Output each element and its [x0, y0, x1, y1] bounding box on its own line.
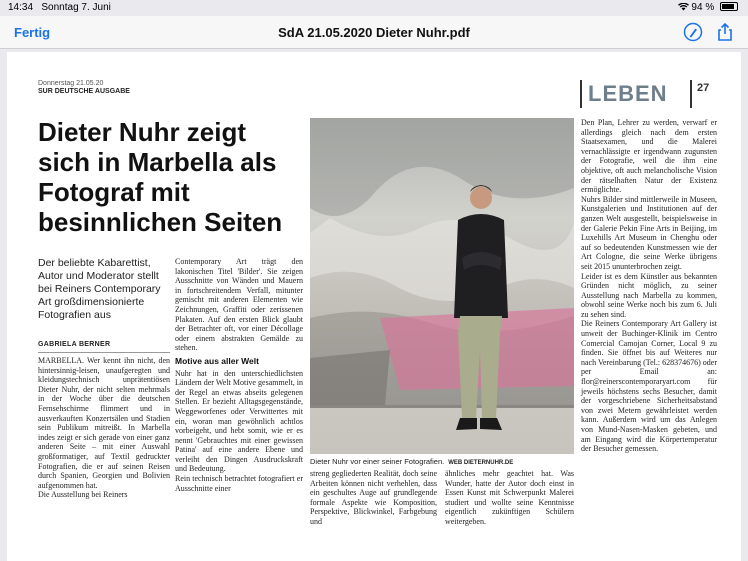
photo-caption: Dieter Nuhr vor einer seiner Fotografien. WEB DIETERNUHR.DE	[310, 457, 514, 466]
column-2-text-a: Contemporary Art trägt den lakonischen Titel 'Bilder'. Sie zeigen Ausschnitte von Wänden und Mauern in fortschreitendem Verfall, mitunter gemischt mit anderen Elementen wie Zeichnungen, Graffiti oder zerissenen Plakaten. Auf den ersten Blick glaubt der Betrachter oft, vor einer Décollage oder einem abstrakten Gemälde zu stehen.	[175, 257, 303, 353]
column-2-text-b: Nuhr hat in den unterschiedlichsten Ländern der Welt Motive gesammelt, in der Regel an etwas abseits gelegenen Stellen. Er bezieht Alltagsgegenstände, Weggeworfenes oder Verwittertes mit ein, woran man gewöhnlich achtlos vorbeigeht, und hebt somit, wie er es nennt 'Gebrauchtes mit einer gewissen Patina' auf eine andere Ebene und verleiht den Dingen Ausdruckskraft und Bedeutung. Rein technisch betrachtet fotografiert er Ausschnitte einer	[175, 368, 303, 493]
status-time: 14:34	[8, 2, 34, 13]
divider	[38, 352, 170, 353]
document-title: SdA 21.05.2020 Dieter Nuhr.pdf	[278, 25, 470, 40]
headline: Dieter Nuhr zeigt sich in Marbella als Fotograf mit besinnlichen Seiten	[38, 117, 283, 237]
deck: Der beliebte Kabarettist, Autor und Moderator stellt bei Reiners Contemporary Art großdimensionierte Fotografien aus	[38, 257, 161, 321]
article-column-2	[175, 257, 303, 493]
markup-pen-icon[interactable]	[683, 22, 703, 42]
byline: GABRIELA BERNER	[38, 341, 111, 348]
wifi-icon	[678, 3, 689, 11]
battery-percent: 94 %	[691, 2, 715, 13]
article-photo	[310, 118, 574, 454]
dateline: Donnerstag 21.05.20	[38, 80, 104, 87]
pdf-page[interactable]	[7, 52, 741, 561]
article-column-3b: ähnliches mehr geachtet hat. Was Wunder, hatte der Autor doch einst in Essen Kunst mit Schwerpunkt Malerei studiert und wollte seine Kenntnisse eigentlich zukünftigen Schülern weitergeben.	[445, 469, 574, 526]
edition: SUR DEUTSCHE AUSGABE	[38, 88, 130, 95]
status-date: Sonntag 7. Juni	[41, 2, 111, 13]
article-meta	[38, 80, 130, 96]
subheading: Motive aus aller Welt	[175, 355, 259, 366]
photo-image	[310, 118, 574, 454]
article-column-3a: streng gegliederten Realität, doch seine Arbeiten können nicht verhehlen, dass ein geschultes Auge auf grundlegende formale Aspekte wie Komposition, Perspektive, Blickwinkel, Farbgebung und	[310, 469, 437, 526]
photo-credit: WEB DIETERNUHR.DE	[448, 460, 514, 466]
article-column-1: MARBELLA. Wer kennt ihn nicht, den hintersinnig-leisen, unaufgeregten und kleidungstechnisch unprätentiösen Dieter Nuhr, der nicht selten mehrmals in der Woche über die deutschen Fernsehschirme flimmert und in ausverkauften Konzertsälen und Stadien sein Publikum mitreißt. In Marbella indes zeigt er sich gerade von einer ganz anderen Seite – mit einer Auswahl großformatiger, auf Textil gedruckter Fotografien, die er auf seinen Reisen durch Spanien, Georgien und Bolivien aufgenommen hat. Die Ausstellung bei Reiners	[38, 356, 170, 500]
status-bar	[0, 0, 748, 16]
section-label: LEBEN	[580, 80, 692, 108]
share-icon[interactable]	[715, 22, 735, 42]
navigation-bar	[0, 16, 748, 49]
done-button[interactable]: Fertig	[14, 25, 51, 40]
page-number: 27	[697, 82, 710, 94]
article-column-4: Den Plan, Lehrer zu werden, verwarf er allerdings gleich nach dem ersten Staatsexamen, und die Malerei vernachlässigte er irgendwann zugunsten der Fotografie, weil die ihm eine objektive, oft auch melancholische Vision der rätselhaften Natur der Existenz ermöglichte. Nuhrs Bilder sind mittlerweile in Museen, Kunstgalerien und Institutionen auf der ganzen Welt ausgestellt, beispielsweise in der Galerie Pekin Fine Arts in Beijing, im Luxehills Art Museum in Chenghu oder auf so bedeutenden Kunstmessen wie der Art Cologne, die seine Werke übrigens seit 2015 ununterbrochen zeigt. Leider ist es dem Künstler aus bekannten Gründen nicht möglich, zu seiner Ausstellung nach Marbella zu kommen, obwohl seine Werke noch bis zum 6. Juli zu sehen sind. Die Reiners Contemporary Art Gallery ist unweit der Buchinger-Klinik im Centro Comercial Camojan Corner, Local 9 zu finden. Sie öffnet bis auf Weiteres nur nach Vereinbarung (Tel.: 628374676) oder per Email an: flor@reinerscontemporaryart.com für jeweils höchstens sechs Besucher, damit der vorgeschriebene Sicherheitsabstand von zwei Metern gewährleistet werden kann. Außerdem wird um das Anlegen von Mund-Nasen-Masken gebeten, und am Eingang wird die Körpertemperatur der Besucher gemessen.	[581, 118, 717, 454]
battery-icon	[720, 2, 738, 11]
